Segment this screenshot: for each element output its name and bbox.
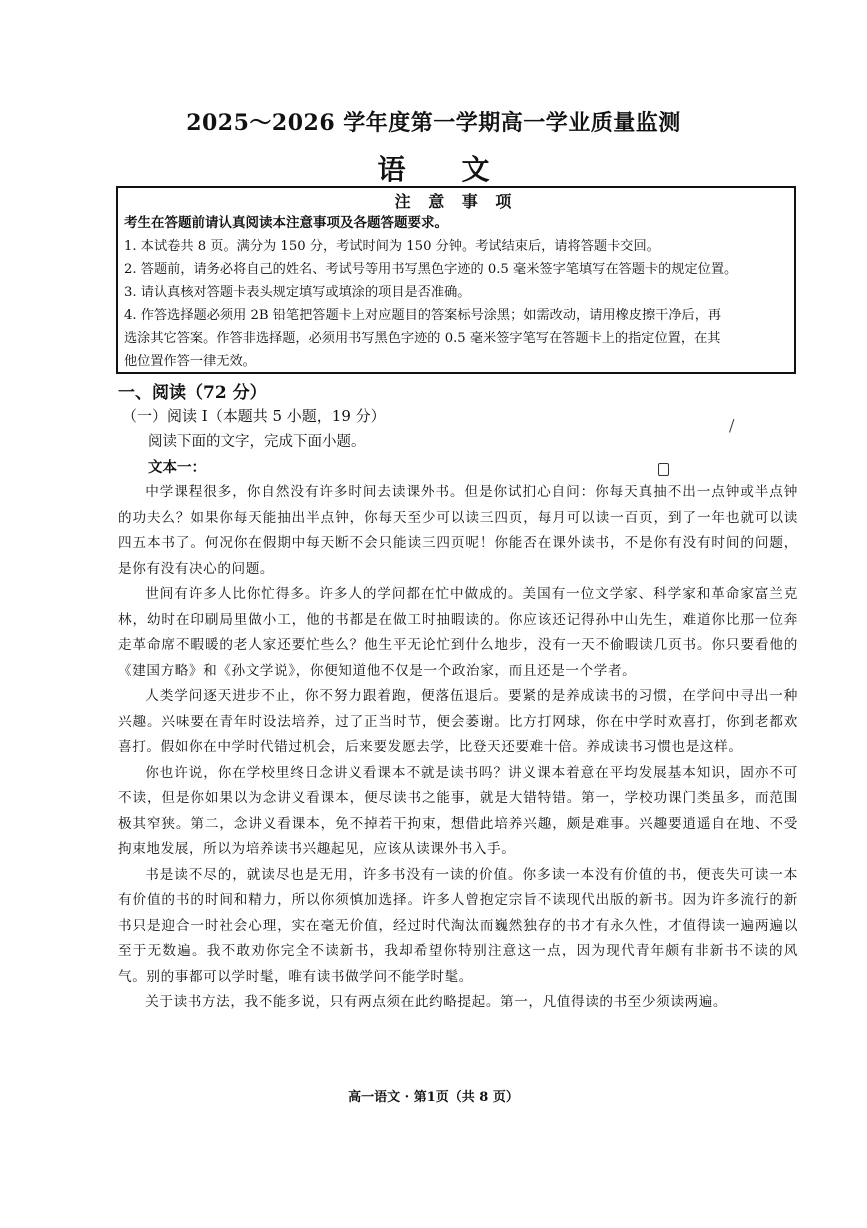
paragraph: 人类学问逐天进步不止，你不努力跟着跑，便落伍退后。要紧的是养成读书的习惯，在学问中寻出一种兴趣。兴味要在青年时设法培养，过了正当时节，便会萎谢。比方打网球，你在中学时欢喜打，你到老都欢喜打。假如你在中学时代错过机会，后来要发愿去学，比登天还要难十倍。养成读书习惯也是这样。: [118, 688, 798, 755]
paragraph: 书是读不尽的，就读尽也是无用，许多书没有一读的价值。你多读一本没有价值的书，便丧失可读一本有价值的书的时间和精力，所以你须慎加选择。许多人曾抱定宗旨不读现代出版的新书。因为许多流行的新书只是迎合一时社会心理，实在毫无价值，经过时代淘汰而巍然独存的书才有永久性，才值得读一遍两遍以至于无数遍。我不敢劝你完全不读新书，我却希望你特别注意这一点，因为现代青年颇有非新书不读的风气。别的事都可以学时髦，唯有读书做学问不能学时髦。: [118, 866, 798, 985]
notice-item-4: 4. 作答选择题必须用 2B 铅笔把答题卡上对应题目的答案标号涂黑；如需改动，请用橡皮擦干净后，再: [124, 308, 722, 323]
pen-mark: [729, 419, 742, 435]
paragraph: 中学课程很多，你自然没有许多时间去读课外书。但是你试扪心自问：你每天真抽不出一点钟或半点钟的功夫么？如果你每天能抽出半点钟，你每天至少可以读三四页，每月可以读一百页，到了一年也就可以读四五本书了。何况你在假期中每天断不会只能读三四页呢！你能否在课外读书，不是你有没有时间的问题，是你有没有决心的问题。: [118, 484, 798, 577]
exam-title: 2025～2026 学年度第一学期高一学业质量监测: [186, 110, 681, 136]
section-title: 一、阅读（72 分）: [118, 383, 267, 403]
notice-intro: 考生在答题前请认真阅读本注意事项及各题答题要求。: [124, 215, 448, 231]
paragraph: 世间有许多人比你忙得多。许多人的学问都在忙中做成的。美国有一位文学家、科学家和革命家富兰克林，幼时在印刷局里做小工，他的书都是在做工时抽暇读的。你应该还记得孙中山先生，难道你比那一位奔走革命席不暇暖的老人家还要忙些么？他生平无论忙到什么地步，没有一天不偷暇读几页书。你只要看他的《建国方略》和《孙文学说》，你便知道他不仅是一个政治家，而且还是一个学者。: [118, 586, 798, 679]
page-footer: 高一语文 · 第1页（共 8 页）: [348, 1090, 519, 1105]
subsection-title: （一）阅读 I（本题共 5 小题，19 分）: [122, 407, 386, 425]
paragraph: 你也许说，你在学校里终日念讲义看课本不就是读书吗？讲义课本着意在平均发展基本知识，固亦不可不读，但是你如果以为念讲义看课本，便尽读书之能事，就是大错特错。第一，学校功课门类虽多，而范围极其窄狭。第二，念讲义看课本，免不掉若干拘束，想借此培养兴趣，颇是难事。兴趣要逍遥自在地、不受拘束地发展，所以为培养读书兴趣起见，应该从读课外书入手。: [118, 764, 798, 857]
notice-item-1: 1. 本试卷共 8 页。满分为 150 分，考试时间为 150 分钟。考试结束后，请将答题卡交回。: [124, 239, 660, 254]
notice-item-4-end: 他位置作答一律无效。: [124, 354, 256, 369]
pen-mark: [658, 463, 669, 476]
notice-item-4-cont: 选涂其它答案。作答非选择题，必须用书写黑色字迹的 0.5 毫米签字笔写在答题卡上的指定位置，在其: [124, 331, 721, 346]
passage-body: [118, 480, 798, 1016]
paragraph: 关于读书方法，我不能多说，只有两点须在此约略提起。第一，凡值得读的书至少须读两遍。: [145, 994, 728, 1010]
notice-item-2: 2. 答题前，请务必将自己的姓名、考试号等用书写黑色字迹的 0.5 毫米签字笔填写在答题卡的规定位置。: [124, 262, 738, 277]
notice-box: [116, 186, 796, 374]
text-label: 文本一：: [148, 459, 206, 476]
reading-instruction: 阅读下面的文字，完成下面小题。: [148, 434, 366, 450]
notice-heading: 注 意 事 项: [394, 192, 518, 211]
notice-item-3: 3. 请认真核对答题卡表头规定填写或填涂的项目是否准确。: [124, 285, 471, 300]
subject-title: 语 文: [377, 153, 490, 186]
